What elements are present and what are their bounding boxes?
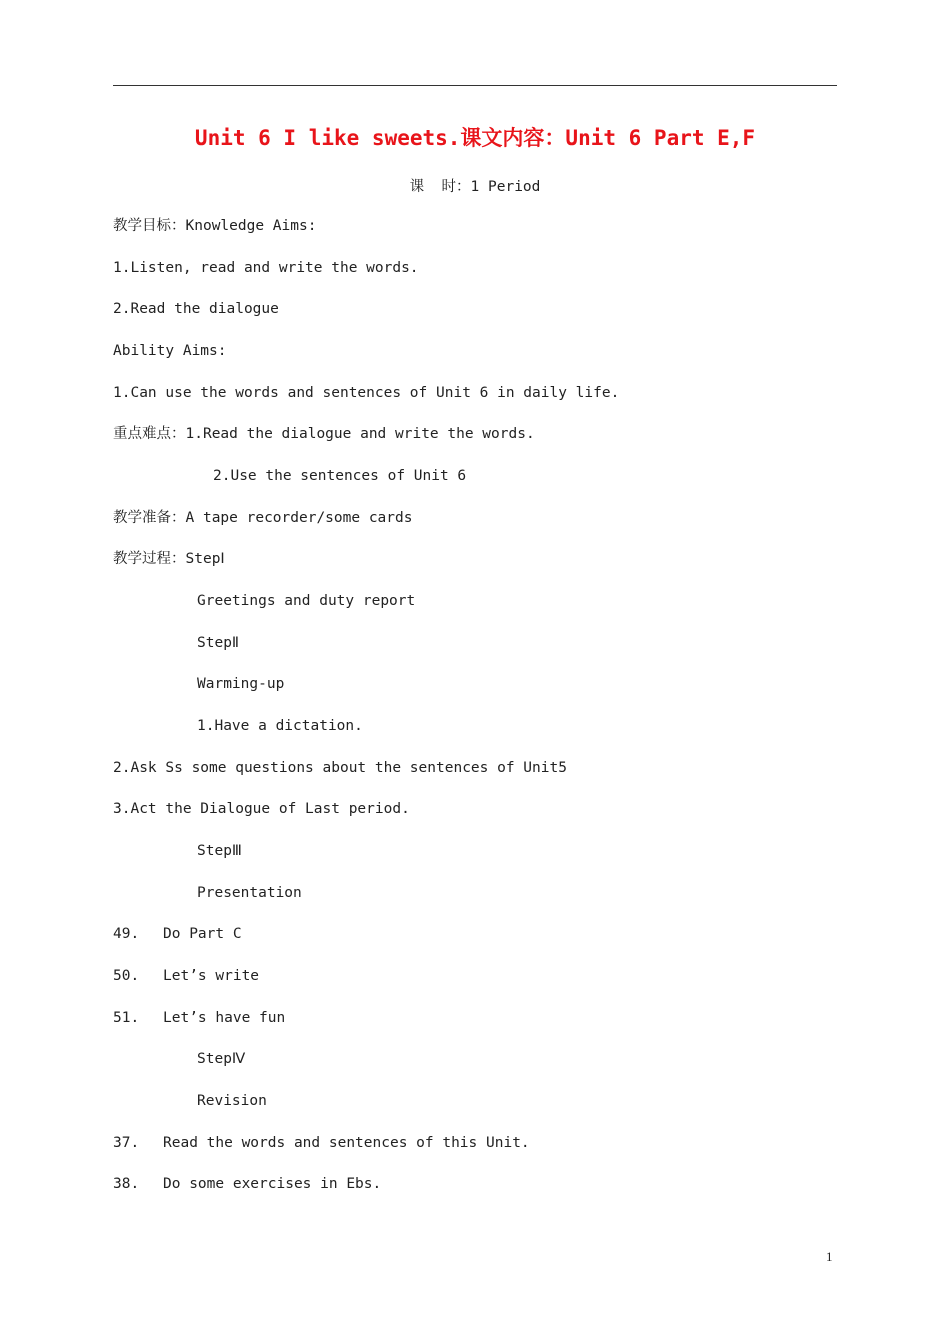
step-title: Warming-up [197,676,285,692]
aim-item: 1.Can use the words and sentences of Unit 6 in daily life. [113,385,620,401]
item-number: 37. [113,1135,140,1151]
step-heading: StepⅣ [197,1051,246,1067]
step-heading: StepⅡ [197,635,240,651]
numbered-item [113,1134,530,1152]
item-number: 50. [113,968,140,984]
header-rule [113,85,837,86]
period-line: 课 时：1 Period [409,179,541,195]
preparation-line: 教学准备：A tape recorder/some cards [113,510,413,526]
knowledge-aims-heading: 教学目标：Knowledge Aims: [113,218,317,234]
document-title: Unit 6 I like sweets.课文内容：Unit 6 Part E,F [194,126,756,150]
step-title: Presentation [197,885,302,901]
numbered-item [113,1175,381,1193]
page-number: 1 [826,1249,833,1264]
item-number: 38. [113,1176,140,1192]
numbered-item [113,1009,285,1027]
ability-aims-heading: Ability Aims: [113,343,227,359]
item-text: Read the words and sentences of this Unit. [163,1135,530,1151]
key-points-heading: 重点难点：1.Read the dialogue and write the words. [113,426,535,442]
item-text: Do Part C [163,926,242,942]
step-title: Revision [197,1093,267,1109]
step-item: 3.Act the Dialogue of Last period. [113,801,410,817]
procedure-heading: 教学过程：StepⅠ [113,551,225,567]
key-point-item: 2.Use the sentences of Unit 6 [213,468,467,484]
item-text: Let’s have fun [163,1010,286,1026]
aim-item: 1.Listen, read and write the words. [113,260,419,276]
numbered-item [113,967,259,985]
step-item: 1.Have a dictation. [197,718,363,734]
item-number: 49. [113,926,140,942]
step-content: Greetings and duty report [197,593,416,609]
step-heading: StepⅢ [197,843,242,859]
item-text: Let’s write [163,968,260,984]
item-number: 51. [113,1010,140,1026]
numbered-item [113,925,242,943]
step-item: 2.Ask Ss some questions about the sentences of Unit5 [113,760,567,776]
aim-item: 2.Read the dialogue [113,301,279,317]
item-text: Do some exercises in Ebs. [163,1176,382,1192]
